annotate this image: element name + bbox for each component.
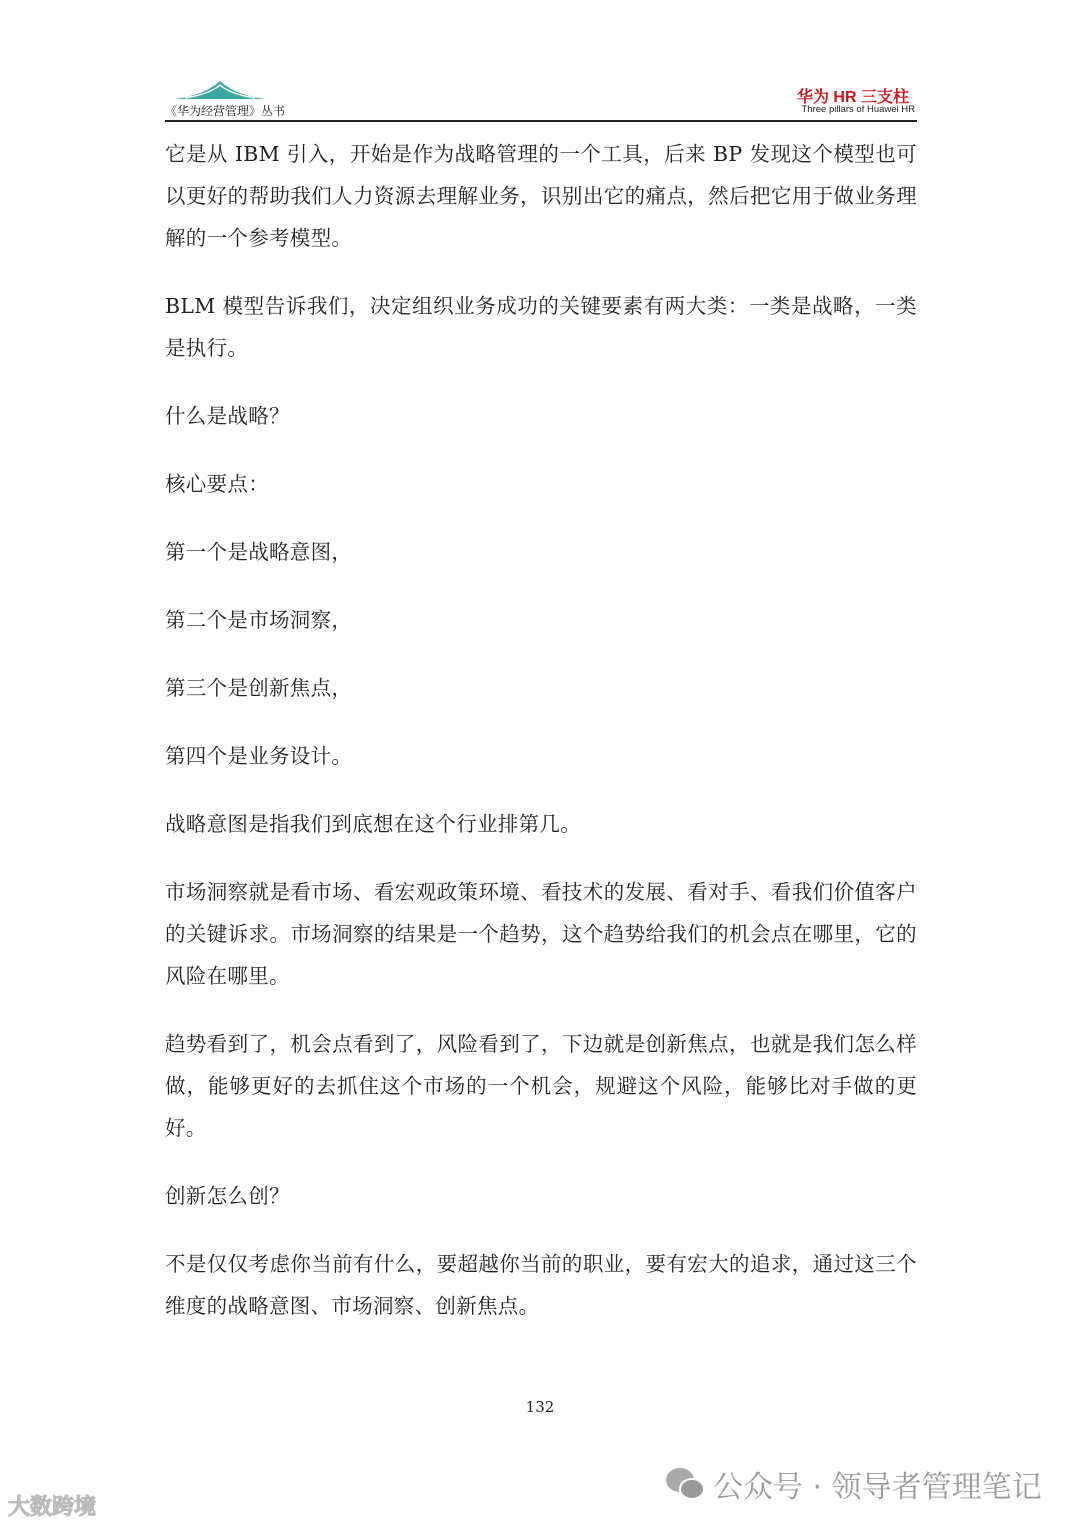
paragraph: 第四个是业务设计。 xyxy=(165,744,353,768)
watermark-left xyxy=(8,1490,96,1521)
page-number: 132 xyxy=(525,1398,555,1416)
paragraph: 什么是战略？ xyxy=(165,404,290,428)
paragraph: 创新怎么创？ xyxy=(165,1184,290,1208)
watermark-right xyxy=(665,1462,1042,1506)
paragraph: 不是仅仅考虑你当前有什么，要超越你当前的职业，要有宏大的追求，通过这三个维度的战略意图、市场洞察、创新焦点。 xyxy=(165,1252,917,1318)
paragraph: 第一个是战略意图， xyxy=(165,540,353,564)
paragraph: 战略意图是指我们到底想在这个行业排第几。 xyxy=(165,812,581,836)
paragraph: BLM 模型告诉我们，决定组织业务成功的关键要素有两大类：一类是战略，一类是执行。 xyxy=(165,294,917,360)
book-title: 华为 HR 三支柱 xyxy=(796,89,909,106)
paragraph: 趋势看到了，机会点看到了，风险看到了，下边就是创新焦点，也就是我们怎么样做，能够更好的去抓住这个市场的一个机会，规避这个风险，能够比对手做的更好。 xyxy=(165,1032,917,1140)
paragraph: 它是从 IBM 引入，开始是作为战略管理的一个工具，后来 BP 发现这个模型也可以更好的帮助我们人力资源去理解业务，识别出它的痛点，然后把它用于做业务理解的一个参考模型。 xyxy=(165,142,917,250)
book-series-logo-icon xyxy=(175,79,265,101)
series-title: 《华为经营管理》丛书 xyxy=(165,104,286,118)
paragraph: 市场洞察就是看市场、看宏观政策环境、看技术的发展、看对手、看我们价值客户的关键诉求。市场洞察的结果是一个趋势，这个趋势给我们的机会点在哪里，它的风险在哪里。 xyxy=(165,880,917,988)
watermark-right-text: 公众号 · 领导者管理笔记 xyxy=(713,1470,1042,1505)
page-header xyxy=(165,76,917,122)
body-text xyxy=(165,133,917,1353)
paragraph: 第三个是创新焦点， xyxy=(165,676,353,700)
paragraph: 第二个是市场洞察， xyxy=(165,608,353,632)
wechat-icon xyxy=(665,1467,705,1501)
paragraph: 核心要点： xyxy=(165,472,269,496)
book-subtitle: Three pillars of Huawei HR xyxy=(801,104,915,115)
watermark-left-text: 大数跨境 xyxy=(8,1495,97,1520)
